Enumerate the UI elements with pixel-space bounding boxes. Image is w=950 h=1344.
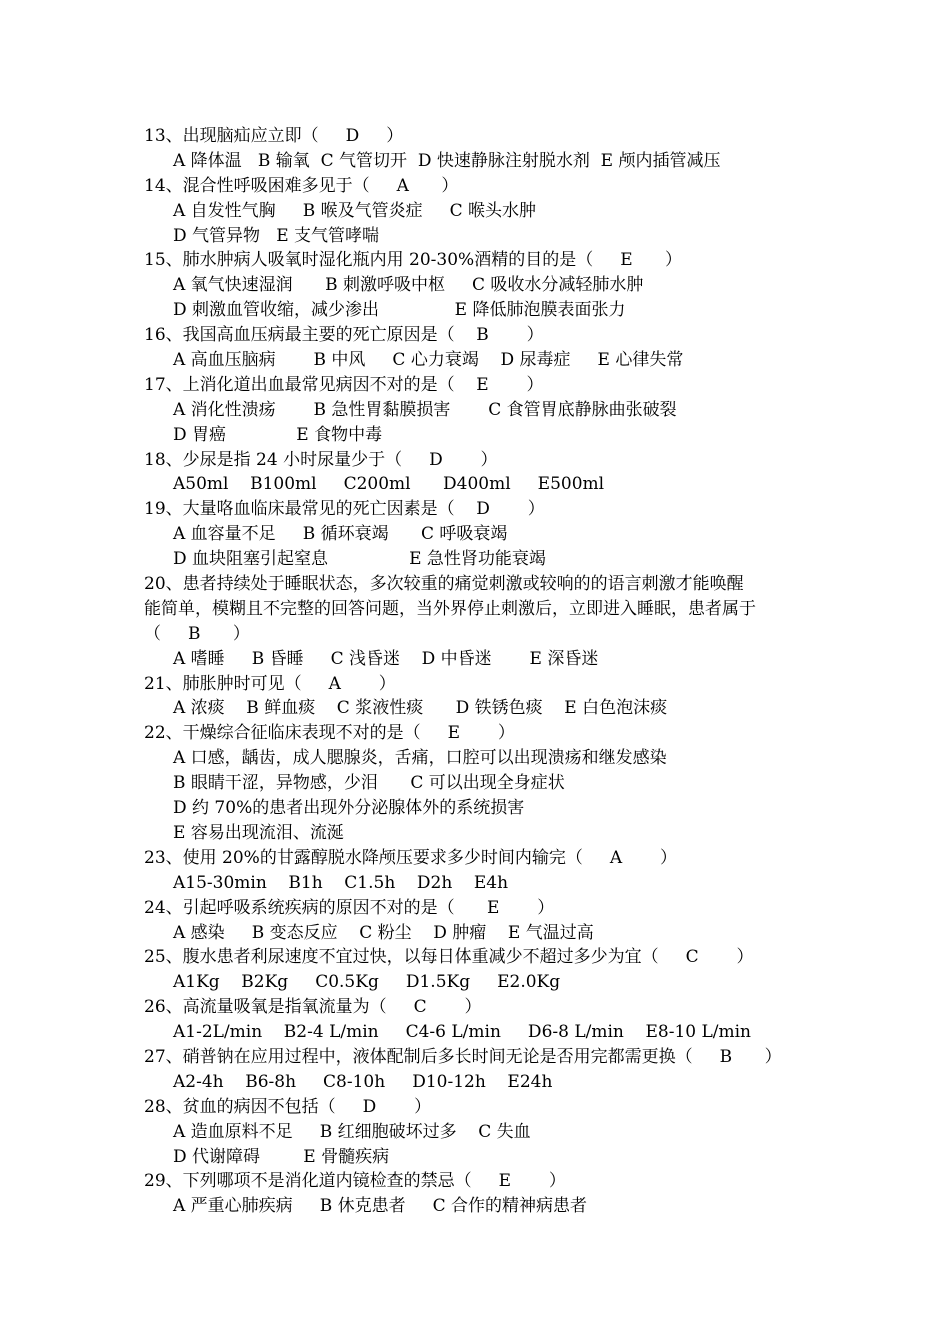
option-line: A1Kg B2Kg C0.5Kg D1.5Kg E2.0Kg bbox=[173, 972, 561, 993]
question-line: 29、下列哪项不是消化道内镜检查的禁忌（ E ） bbox=[144, 1171, 566, 1192]
option-line: A 自发性气胸 B 喉及气管炎症 C 喉头水肿 bbox=[173, 200, 537, 221]
question-line: （ B ） bbox=[144, 623, 250, 644]
option-line: A1-2L/min B2-4 L/min C4-6 L/min D6-8 L/min E8-10 L/min bbox=[173, 1022, 752, 1043]
question-line: 13、出现脑疝应立即（ D ） bbox=[144, 126, 404, 146]
question-line: 18、少尿是指 24 小时尿量少于（ D ） bbox=[144, 449, 498, 470]
option-line: E 容易出现流泪、流涎 bbox=[173, 822, 344, 843]
question-list bbox=[144, 124, 824, 1219]
option-line: A 降体温 B 输氧 C 气管切开 D 快速静脉注射脱水剂 E 颅内插管减压 bbox=[173, 150, 721, 171]
option-line: D 血块阻塞引起窒息 E 急性肾功能衰竭 bbox=[173, 549, 546, 570]
question-line: 16、我国高血压病最主要的死亡原因是（ B ） bbox=[144, 325, 544, 346]
option-line: A 嗜睡 B 昏睡 C 浅昏迷 D 中昏迷 E 深昏迷 bbox=[173, 648, 599, 669]
option-line: A 感染 B 变态反应 C 粉尘 D 肿瘤 E 气温过高 bbox=[173, 922, 594, 943]
option-line: A50ml B100ml C200ml D400ml E500ml bbox=[173, 474, 605, 495]
option-line: D 代谢障碍 E 骨髓疾病 bbox=[173, 1146, 390, 1167]
option-line: A 血容量不足 B 循环衰竭 C 呼吸衰竭 bbox=[173, 524, 508, 545]
option-line: A 造血原料不足 B 红细胞破坏过多 C 失血 bbox=[173, 1121, 531, 1142]
question-line: 19、大量咯血临床最常见的死亡因素是（ D ） bbox=[144, 499, 545, 520]
option-line: A2-4h B6-8h C8-10h D10-12h E24h bbox=[173, 1071, 553, 1092]
option-line: A 严重心肺疾病 B 休克患者 C 合作的精神病患者 bbox=[173, 1196, 588, 1217]
option-line: A15-30min B1h C1.5h D2h E4h bbox=[173, 872, 509, 893]
option-line: D 胃癌 E 食物中毒 bbox=[173, 424, 383, 445]
option-line: D 刺激血管收缩，减少渗出 E 降低肺泡膜表面张力 bbox=[173, 300, 626, 321]
question-line: 14、混合性呼吸困难多见于（ A ） bbox=[144, 175, 459, 196]
question-line: 21、肺胀肿时可见（ A ） bbox=[144, 673, 396, 694]
question-line: 24、引起呼吸系统疾病的原因不对的是（ E ） bbox=[144, 897, 555, 918]
question-line: 28、贫血的病因不包括（ D ） bbox=[144, 1096, 432, 1117]
question-line: 17、上消化道出血最常见病因不对的是（ E ） bbox=[144, 374, 544, 395]
question-line: 23、使用 20%的甘露醇脱水降颅压要求多少时间内输完（ A ） bbox=[144, 847, 677, 868]
option-line: A 浓痰 B 鲜血痰 C 浆液性痰 D 铁锈色痰 E 白色泡沫痰 bbox=[173, 698, 668, 719]
question-line: 能简单，模糊且不完整的回答问题，当外界停止刺激后，立即进入睡眠，患者属于 bbox=[144, 598, 756, 619]
question-line: 20、患者持续处于睡眠状态，多次较重的痛觉刺激或较响的的语言刺激才能唤醒 bbox=[144, 574, 744, 595]
option-line: A 消化性溃疡 B 急性胃黏膜损害 C 食管胃底静脉曲张破裂 bbox=[173, 399, 677, 420]
question-line: 27、硝普钠在应用过程中，液体配制后多长时间无论是否用完都需更换（ B ） bbox=[144, 1046, 782, 1067]
question-line: 26、高流量吸氧是指氧流量为（ C ） bbox=[144, 997, 482, 1018]
question-line: 25、腹水患者利尿速度不宜过快，以每日体重减少不超过多少为宜（ C ） bbox=[144, 947, 754, 968]
option-line: A 氧气快速湿润 B 刺激呼吸中枢 C 吸收水分减轻肺水肿 bbox=[173, 275, 644, 296]
option-line: A 口感，龋齿，成人腮腺炎，舌痛，口腔可以出现溃疡和继发感染 bbox=[173, 748, 667, 769]
option-line: D 气管异物 E 支气管哮喘 bbox=[173, 225, 380, 246]
question-line: 15、肺水肿病人吸氧时湿化瓶内用 20-30%酒精的目的是（ E ） bbox=[144, 250, 683, 271]
question-line: 22、干燥综合征临床表现不对的是（ E ） bbox=[144, 723, 515, 744]
option-line: A 高血压脑病 B 中风 C 心力衰竭 D 尿毒症 E 心律失常 bbox=[173, 350, 684, 371]
option-line: B 眼睛干涩，异物感，少泪 C 可以出现全身症状 bbox=[173, 773, 565, 794]
option-line: D 约 70%的患者出现外分泌腺体外的系统损害 bbox=[173, 798, 525, 819]
